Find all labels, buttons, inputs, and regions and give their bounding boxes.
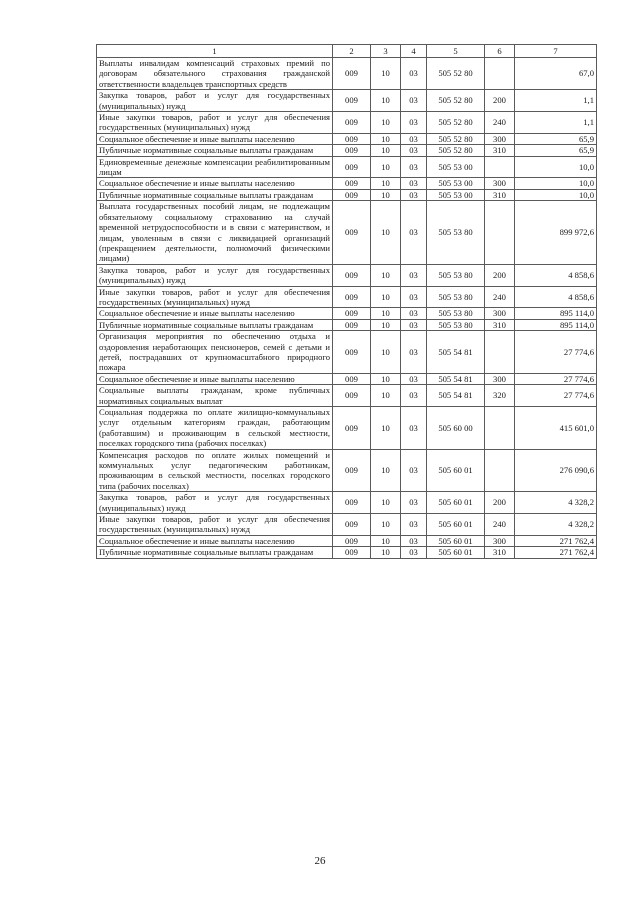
- cell-pr: 03: [401, 58, 427, 90]
- table-row: [97, 112, 597, 134]
- cell-sum: 4 328,2: [515, 492, 597, 514]
- cell-sum: 27 774,6: [515, 373, 597, 384]
- cell-name: Социальное обеспечение и иные выплаты населению: [97, 178, 333, 189]
- cell-rz: 10: [371, 90, 401, 112]
- cell-csr: 505 60 00: [427, 407, 485, 450]
- cell-csr: 505 53 00: [427, 178, 485, 189]
- table-row: [97, 145, 597, 156]
- table-row: [97, 319, 597, 330]
- cell-rz: 10: [371, 264, 401, 286]
- cell-rz: 10: [371, 514, 401, 536]
- cell-csr: 505 53 80: [427, 286, 485, 308]
- cell-name: Организация мероприятия по обеспечению отдыха и оздоровления неработающих пенсионеров, семей с детьми и детей, пострадавших от крупномасштабного природного пожара: [97, 331, 333, 374]
- cell-pr: 03: [401, 492, 427, 514]
- cell-name: Социальное обеспечение и иные выплаты населению: [97, 535, 333, 546]
- cell-pr: 03: [401, 449, 427, 492]
- cell-vr: 200: [485, 264, 515, 286]
- cell-vr: 320: [485, 385, 515, 407]
- cell-sum: 10,0: [515, 189, 597, 200]
- cell-pr: 03: [401, 286, 427, 308]
- table-row: [97, 133, 597, 144]
- cell-name: Выплата государственных пособий лицам, не подлежащим обязательному социальному страхованию на случай временной нетрудоспособности и в связи с материнством, и лицам, уволенным в связи с ликвидацией организаций (прекращением деятельности, полномочий физическими лицами): [97, 201, 333, 264]
- cell-sum: 27 774,6: [515, 331, 597, 374]
- page-number: 26: [314, 855, 326, 867]
- cell-csr: 505 60 01: [427, 535, 485, 546]
- cell-name: Выплаты инвалидам компенсаций страховых премий по договорам обязательного страхования гражданской ответственности владельцев транспортных средств: [97, 58, 333, 90]
- cell-pr: 03: [401, 319, 427, 330]
- cell-sum: 415 601,0: [515, 407, 597, 450]
- cell-rz: 10: [371, 373, 401, 384]
- cell-vr: 300: [485, 308, 515, 319]
- cell-sum: 1,1: [515, 112, 597, 134]
- cell-grbs: 009: [333, 189, 371, 200]
- cell-csr: 505 53 80: [427, 308, 485, 319]
- cell-pr: 03: [401, 264, 427, 286]
- cell-pr: 03: [401, 547, 427, 558]
- cell-csr: 505 53 00: [427, 189, 485, 200]
- cell-csr: 505 52 80: [427, 145, 485, 156]
- header-row: [97, 45, 597, 58]
- cell-sum: 27 774,6: [515, 385, 597, 407]
- cell-rz: 10: [371, 547, 401, 558]
- cell-name: Закупка товаров, работ и услуг для государственных (муниципальных) нужд: [97, 264, 333, 286]
- cell-pr: 03: [401, 145, 427, 156]
- cell-sum: 4 328,2: [515, 514, 597, 536]
- cell-name: Публичные нормативные социальные выплаты гражданам: [97, 319, 333, 330]
- header-col-3: 3: [371, 45, 401, 58]
- cell-rz: 10: [371, 133, 401, 144]
- cell-vr: 310: [485, 145, 515, 156]
- cell-vr: 310: [485, 319, 515, 330]
- cell-name: Социальное обеспечение и иные выплаты населению: [97, 133, 333, 144]
- cell-grbs: 009: [333, 373, 371, 384]
- cell-name: Публичные нормативные социальные выплаты гражданам: [97, 145, 333, 156]
- cell-name: Компенсация расходов по оплате жилых помещений и коммунальных услуг педагогическим работникам, проживающим в сельской местности, поселках городского типа (рабочих поселках): [97, 449, 333, 492]
- cell-rz: 10: [371, 178, 401, 189]
- cell-grbs: 009: [333, 58, 371, 90]
- cell-pr: 03: [401, 373, 427, 384]
- cell-vr: [485, 58, 515, 90]
- table-header: [97, 45, 597, 58]
- cell-grbs: 009: [333, 492, 371, 514]
- cell-csr: 505 53 80: [427, 201, 485, 264]
- table-row: [97, 90, 597, 112]
- cell-grbs: 009: [333, 264, 371, 286]
- cell-csr: 505 52 80: [427, 133, 485, 144]
- cell-rz: 10: [371, 385, 401, 407]
- table-row: [97, 407, 597, 450]
- cell-csr: 505 60 01: [427, 514, 485, 536]
- table-row: [97, 156, 597, 178]
- cell-vr: [485, 407, 515, 450]
- cell-rz: 10: [371, 286, 401, 308]
- cell-sum: 1,1: [515, 90, 597, 112]
- cell-grbs: 009: [333, 331, 371, 374]
- cell-rz: 10: [371, 189, 401, 200]
- cell-pr: 03: [401, 112, 427, 134]
- table-row: [97, 331, 597, 374]
- cell-vr: [485, 449, 515, 492]
- table-row: [97, 58, 597, 90]
- table-row: [97, 286, 597, 308]
- header-col-1: 1: [97, 45, 333, 58]
- cell-rz: 10: [371, 407, 401, 450]
- cell-vr: 240: [485, 112, 515, 134]
- cell-grbs: 009: [333, 201, 371, 264]
- cell-vr: 310: [485, 547, 515, 558]
- cell-rz: 10: [371, 156, 401, 178]
- cell-vr: 240: [485, 286, 515, 308]
- cell-csr: 505 60 01: [427, 449, 485, 492]
- header-col-4: 4: [401, 45, 427, 58]
- table-row: [97, 201, 597, 264]
- cell-grbs: 009: [333, 385, 371, 407]
- table-row: [97, 535, 597, 546]
- cell-vr: 240: [485, 514, 515, 536]
- table-row: [97, 264, 597, 286]
- cell-rz: 10: [371, 535, 401, 546]
- cell-sum: 895 114,0: [515, 308, 597, 319]
- cell-grbs: 009: [333, 90, 371, 112]
- cell-sum: 4 858,6: [515, 264, 597, 286]
- cell-name: Закупка товаров, работ и услуг для государственных (муниципальных) нужд: [97, 492, 333, 514]
- cell-pr: 03: [401, 90, 427, 112]
- cell-csr: 505 54 81: [427, 331, 485, 374]
- cell-sum: 276 090,6: [515, 449, 597, 492]
- cell-vr: [485, 201, 515, 264]
- cell-grbs: 009: [333, 133, 371, 144]
- cell-grbs: 009: [333, 535, 371, 546]
- cell-sum: 65,9: [515, 145, 597, 156]
- cell-sum: 895 114,0: [515, 319, 597, 330]
- cell-vr: 300: [485, 178, 515, 189]
- table-row: [97, 189, 597, 200]
- cell-name: Закупка товаров, работ и услуг для государственных (муниципальных) нужд: [97, 90, 333, 112]
- cell-grbs: 009: [333, 286, 371, 308]
- cell-rz: 10: [371, 58, 401, 90]
- cell-rz: 10: [371, 112, 401, 134]
- cell-grbs: 009: [333, 514, 371, 536]
- cell-name: Социальные выплаты гражданам, кроме публичных нормативных социальных выплат: [97, 385, 333, 407]
- cell-rz: 10: [371, 201, 401, 264]
- cell-pr: 03: [401, 535, 427, 546]
- cell-vr: 200: [485, 492, 515, 514]
- cell-grbs: 009: [333, 407, 371, 450]
- cell-pr: 03: [401, 385, 427, 407]
- table-row: [97, 373, 597, 384]
- cell-sum: 899 972,6: [515, 201, 597, 264]
- cell-pr: 03: [401, 156, 427, 178]
- cell-grbs: 009: [333, 547, 371, 558]
- cell-grbs: 009: [333, 319, 371, 330]
- cell-csr: 505 52 80: [427, 112, 485, 134]
- cell-rz: 10: [371, 331, 401, 374]
- header-col-2: 2: [333, 45, 371, 58]
- cell-grbs: 009: [333, 156, 371, 178]
- cell-csr: 505 52 80: [427, 90, 485, 112]
- cell-name: Иные закупки товаров, работ и услуг для обеспечения государственных (муниципальных) нужд: [97, 514, 333, 536]
- cell-csr: 505 54 81: [427, 373, 485, 384]
- cell-name: Единовременные денежные компенсации реабилитированным лицам: [97, 156, 333, 178]
- header-col-5: 5: [427, 45, 485, 58]
- cell-sum: 10,0: [515, 156, 597, 178]
- cell-csr: 505 53 80: [427, 319, 485, 330]
- cell-pr: 03: [401, 201, 427, 264]
- cell-csr: 505 60 01: [427, 492, 485, 514]
- cell-vr: 300: [485, 373, 515, 384]
- cell-vr: [485, 156, 515, 178]
- cell-vr: 310: [485, 189, 515, 200]
- cell-name: Иные закупки товаров, работ и услуг для обеспечения государственных (муниципальных) нужд: [97, 286, 333, 308]
- cell-pr: 03: [401, 407, 427, 450]
- cell-grbs: 009: [333, 449, 371, 492]
- header-col-6: 6: [485, 45, 515, 58]
- table-row: [97, 514, 597, 536]
- cell-rz: 10: [371, 449, 401, 492]
- cell-pr: 03: [401, 514, 427, 536]
- table-row: [97, 492, 597, 514]
- cell-grbs: 009: [333, 178, 371, 189]
- cell-name: Публичные нормативные социальные выплаты гражданам: [97, 547, 333, 558]
- header-col-7: 7: [515, 45, 597, 58]
- table-row: [97, 449, 597, 492]
- cell-pr: 03: [401, 308, 427, 319]
- cell-grbs: 009: [333, 308, 371, 319]
- table-row: [97, 178, 597, 189]
- cell-sum: 4 858,6: [515, 286, 597, 308]
- cell-vr: 300: [485, 535, 515, 546]
- cell-csr: 505 53 00: [427, 156, 485, 178]
- cell-vr: 200: [485, 90, 515, 112]
- table-row: [97, 385, 597, 407]
- table-body: [97, 58, 597, 559]
- cell-csr: 505 60 01: [427, 547, 485, 558]
- cell-rz: 10: [371, 308, 401, 319]
- cell-pr: 03: [401, 189, 427, 200]
- cell-pr: 03: [401, 331, 427, 374]
- cell-sum: 67,0: [515, 58, 597, 90]
- cell-name: Социальная поддержка по оплате жилищно-коммунальных услуг отдельным категориям граждан, работающим (работавшим) и проживающим в сельской местности, поселках городского типа (рабочих поселках): [97, 407, 333, 450]
- cell-rz: 10: [371, 319, 401, 330]
- cell-name: Социальное обеспечение и иные выплаты населению: [97, 308, 333, 319]
- cell-csr: 505 53 80: [427, 264, 485, 286]
- cell-vr: [485, 331, 515, 374]
- cell-rz: 10: [371, 492, 401, 514]
- cell-csr: 505 54 81: [427, 385, 485, 407]
- budget-table: [96, 44, 597, 559]
- cell-sum: 271 762,4: [515, 535, 597, 546]
- cell-name: Социальное обеспечение и иные выплаты населению: [97, 373, 333, 384]
- cell-pr: 03: [401, 133, 427, 144]
- cell-sum: 10,0: [515, 178, 597, 189]
- cell-grbs: 009: [333, 112, 371, 134]
- cell-name: Публичные нормативные социальные выплаты гражданам: [97, 189, 333, 200]
- cell-pr: 03: [401, 178, 427, 189]
- cell-grbs: 009: [333, 145, 371, 156]
- cell-sum: 271 762,4: [515, 547, 597, 558]
- table-row: [97, 547, 597, 558]
- table-row: [97, 308, 597, 319]
- cell-vr: 300: [485, 133, 515, 144]
- cell-csr: 505 52 80: [427, 58, 485, 90]
- cell-rz: 10: [371, 145, 401, 156]
- cell-name: Иные закупки товаров, работ и услуг для обеспечения государственных (муниципальных) нужд: [97, 112, 333, 134]
- cell-sum: 65,9: [515, 133, 597, 144]
